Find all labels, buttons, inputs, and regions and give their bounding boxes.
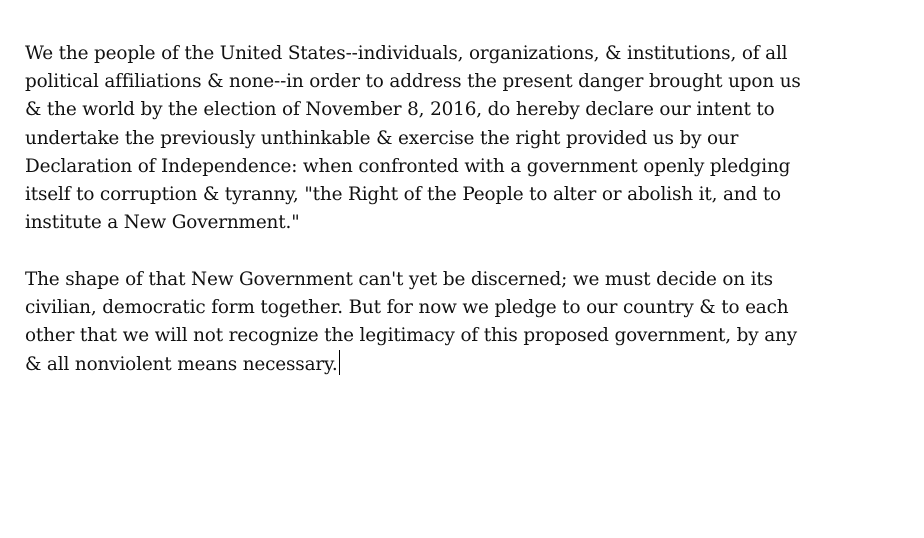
last-line-text: & all nonviolent means necessary. xyxy=(25,354,338,376)
document-body[interactable] xyxy=(25,40,905,379)
paragraph-pledge xyxy=(25,266,905,380)
text-line-last xyxy=(25,350,905,379)
text-line: itself to corruption & tyranny, "the Right of the People to alter or abolish it, and to xyxy=(25,184,781,206)
text-line: other that we will not recognize the legitimacy of this proposed government, by any xyxy=(25,325,797,347)
text-cursor xyxy=(339,350,341,375)
text-line: We the people of the United States--individuals, organizations, & institutions, of all xyxy=(25,43,788,64)
text-line: institute a New Government." xyxy=(25,212,300,234)
text-line: civilian, democratic form together. But for now we pledge to our country & to each xyxy=(25,296,789,318)
text-line: Declaration of Independence: when confronted with a government openly pledging xyxy=(25,155,791,177)
paragraph-declaration xyxy=(25,40,905,237)
text-line: The shape of that New Government can't yet be discerned; we must decide on its xyxy=(25,268,773,290)
text-line: undertake the previously unthinkable & exercise the right provided us by our xyxy=(25,127,739,149)
text-line: political affiliations & none--in order to address the present danger brought upon us xyxy=(25,71,801,93)
text-line: & the world by the election of November 8, 2016, do hereby declare our intent to xyxy=(25,99,775,121)
